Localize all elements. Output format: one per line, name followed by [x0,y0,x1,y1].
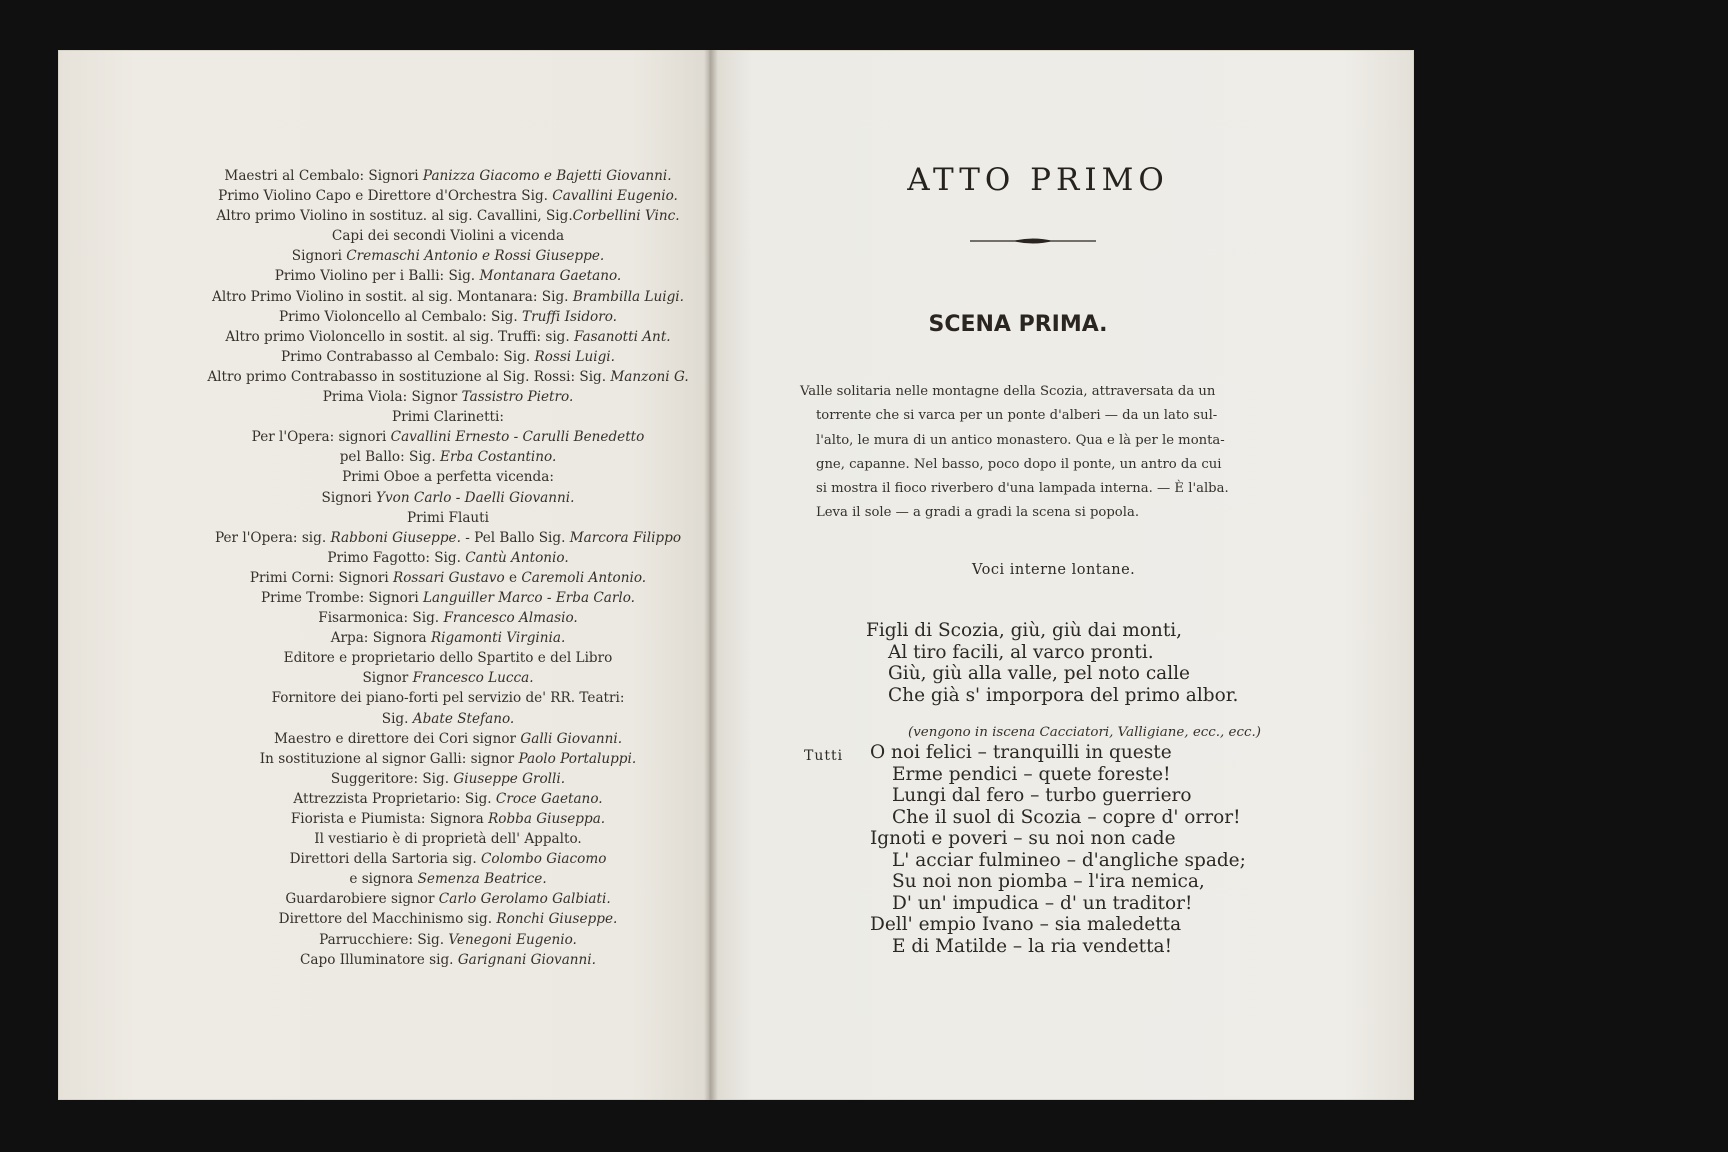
stage-line: torrente che si varca per un ponte d'alberi — da un lato sul- [816,408,1218,424]
credit-name: Erba Costantino. [440,449,557,466]
credit-line [148,729,748,749]
voices-heading: Voci interne lontane. [972,562,1136,578]
chorus-stanza [870,742,1246,957]
credit-line [148,668,748,688]
credit-name: Cremaschi Antonio e Rossi Giuseppe. [346,248,605,265]
credit-role: Primo Violino per i Balli: Sig. [274,268,480,285]
credit-name: Cavallini Eugenio. [552,188,678,205]
credit-line [148,528,748,548]
credit-name: Rossi Luigi. [534,348,615,365]
credit-name: Manzoni G. [610,368,689,385]
credit-line [148,930,748,950]
credit-line [148,407,748,427]
credit-name: Caremoli Antonio. [521,569,647,586]
credit-line [148,226,748,246]
credit-name: Abate Stefano. [412,710,515,727]
chorus-line: E di Matilde – la ria vendetta! [892,935,1173,957]
credit-line [148,869,748,889]
credit-line [148,568,748,588]
credit-role: e signora [349,871,418,888]
credit-line [148,809,748,829]
stage-description [800,380,1306,526]
credit-name: Yvon Carlo - Daelli Giovanni. [376,489,575,506]
credit-role: Altro primo Contrabasso in sostituzione al Sig. Rossi: Sig. [207,368,611,385]
credit-role: Sig. [381,710,413,727]
credit-line [148,950,748,970]
credit-line [148,206,748,226]
credit-role: Primo Violoncello al Cembalo: Sig. [279,308,523,325]
stage-line: Leva il sole — a gradi a gradi la scena si popola. [816,505,1140,521]
credit-role: Suggeritore: Sig. [330,770,454,787]
credit-role: Prime Trombe: Signori [261,589,424,606]
credit-role: Primi Clarinetti: [392,409,504,426]
credit-line [148,588,748,608]
credit-role: - Pel Ballo Sig. [460,529,570,546]
verse-line: Figli di Scozia, giù, giù dai monti, [866,620,1183,641]
credit-name: Francesco Almasio. [443,610,578,627]
chorus-line: Ignoti e poveri – su noi non cade [870,828,1176,849]
credit-line [148,307,748,327]
stage-line: l'alto, le mura di un antico monastero. Qua e là per le monta- [816,432,1225,448]
credit-name: Cantù Antonio. [465,549,569,566]
credit-role: Primi Oboe a perfetta vicenda: [342,469,554,486]
credit-line [148,467,748,487]
credit-role: Maestro e direttore dei Cori signor [273,730,521,747]
credit-role: Primo Fagotto: Sig. [327,549,466,566]
credit-role: Guardarobiere signor [285,891,439,908]
credit-role: In sostituzione al signor Galli: signor [259,750,519,767]
credit-name: Carlo Gerolamo Galbiati. [438,891,611,908]
chorus-line: Erme pendici – quete foreste! [892,763,1171,785]
credit-role: Maestri al Cembalo: Signori [224,168,423,184]
credit-line [148,427,748,447]
chorus-line: Lungi dal fero – turbo guerriero [892,785,1192,806]
credit-name: Paolo Portaluppi. [518,750,637,767]
stage-line: Valle solitaria nelle montagne della Scozia, attraversata da un [800,384,1216,399]
credit-name: Semenza Beatrice. [417,871,547,888]
credit-line [148,327,748,347]
credit-line [148,889,748,909]
credit-name: Languiller Marco - Erba Carlo. [423,589,635,606]
credit-role: Altro primo Violoncello in sostit. al sig. Truffi: sig. [225,328,575,345]
act-title: ATTO PRIMO [907,162,1169,198]
credit-name: Tassistro Pietro. [461,389,574,406]
verse-line: Al tiro facili, al varco pronti. [888,641,1154,663]
credit-role: Primo Contrabasso al Cembalo: Sig. [281,348,535,365]
verse-line: Che già s' imporpora del primo albor. [888,684,1239,706]
credit-role: Prima Viola: Signor [322,389,462,406]
orchestra-credits-list [148,166,748,970]
verse-stanza [866,620,1239,706]
credit-line [148,608,748,628]
credit-line [148,548,748,568]
verse-line: Giù, giù alla valle, pel noto calle [888,663,1190,684]
credit-role: Altro Primo Violino in sostit. al sig. Montanara: Sig. [212,288,573,305]
credit-name: Robba Giuseppa. [488,811,606,827]
credit-line [148,387,748,407]
credit-role: Capi dei secondi Violini a vicenda [331,228,565,245]
credit-role: Fiorista e Piumista: Signora [290,811,489,827]
scene-title: SCENA PRIMA. [928,312,1108,337]
credit-line [148,246,748,266]
credit-line [148,789,748,809]
credit-line [148,266,748,286]
credit-role: Per l'Opera: sig. [214,529,331,546]
chorus-line: Su noi non piomba – l'ira nemica, [892,871,1205,892]
credit-name: Truffi Isidoro. [522,308,617,325]
credit-name: Giuseppe Grolli. [453,770,566,787]
credit-role: Parrucchiere: Sig. [319,931,449,948]
credit-line [148,287,748,307]
credit-role: Primi Corni: Signori [249,569,393,586]
credit-line [148,648,748,668]
credit-name: Corbellini Vinc. [572,208,680,225]
speaker-label: Tutti [804,748,844,764]
credit-role: e [504,569,522,586]
credit-name: Fasanotti Ant. [574,328,671,345]
credit-name: Brambilla Luigi. [572,288,684,305]
credit-role: Primi Flauti [406,509,489,526]
credit-line [148,749,748,769]
credit-name: Montanara Gaetano. [479,268,622,285]
credit-role: Attrezzista Proprietario: Sig. [293,790,496,807]
credit-line [148,447,748,467]
credit-line [148,769,748,789]
open-booklet [58,50,1358,1100]
chorus-line: Che il suol di Scozia – copre d' orror! [892,806,1241,828]
credit-line [148,488,748,508]
credit-line [148,186,748,206]
credit-role: Primo Violino Capo e Direttore d'Orchestra Sig. [218,188,553,205]
credit-name: Croce Gaetano. [495,790,603,807]
chorus-line: D' un' impudica – d' un traditor! [892,892,1193,914]
credit-line [148,849,748,869]
credit-line [148,347,748,367]
credit-name: Galli Giovanni. [520,730,623,747]
ornament-rule [968,236,1098,246]
credit-role: Signor [362,670,413,687]
credit-line [148,367,748,387]
credit-line [148,688,748,708]
credit-role: Il vestiario è di proprietà dell' Appalto. [314,831,582,848]
credit-role: Fornitore dei piano-forti pel servizio de' RR. Teatri: [271,690,625,707]
credit-line [148,909,748,929]
credit-line [148,829,748,849]
credit-line [148,508,748,528]
credit-role: Signori [291,248,347,265]
credit-name: Rigamonti Virginia. [430,630,566,647]
credit-role: Per l'Opera: signori [251,429,391,446]
credit-role: Direttore del Macchinismo sig. [278,911,497,928]
credit-name: Colombo Giacomo [481,851,607,868]
chorus-line: L' acciar fulmineo – d'angliche spade; [892,849,1246,871]
credit-role: pel Ballo: Sig. [339,449,441,466]
credit-role: Capo Illuminatore sig. [300,951,458,968]
credit-role: Fisarmonica: Sig. [318,610,444,627]
stage-direction: (vengono in iscena Cacciatori, Valligiane, ecc., ecc.) [908,725,1261,740]
credit-line [148,709,748,729]
chorus-line: Dell' empio Ivano – sia maledetta [870,914,1182,935]
stage-line: si mostra il fioco riverbero d'una lampada interna. — È l'alba. [816,481,1229,497]
credit-name: Panizza Giacomo e Bajetti Giovanni. [422,168,672,184]
credit-role: Signori [321,489,376,506]
credit-name: Francesco Lucca. [412,670,534,687]
credit-role: Direttori della Sartoria sig. [289,851,482,868]
credit-role: Arpa: Signora [330,630,431,647]
credit-name: Venegoni Eugenio. [448,931,577,948]
credit-name: Rossari Gustavo [393,569,505,586]
credit-role: Editore e proprietario dello Spartito e del Libro [283,650,613,667]
credit-name: Rabboni Giuseppe. [330,529,461,546]
credit-name: Cavallini Ernesto - Carulli Benedetto [390,429,645,446]
stage-line: gne, capanne. Nel basso, poco dopo il ponte, un antro da cui [816,456,1222,472]
credit-line [148,166,748,186]
credit-name: Garignani Giovanni. [457,951,596,968]
credit-name: Ronchi Giuseppe. [496,911,618,928]
credit-line [148,628,748,648]
credit-name: Marcora Filippo [569,529,682,546]
chorus-line: O noi felici – tranquilli in queste [870,742,1172,763]
credit-role: Altro primo Violino in sostituz. al sig. Cavallini, Sig. [216,208,573,225]
